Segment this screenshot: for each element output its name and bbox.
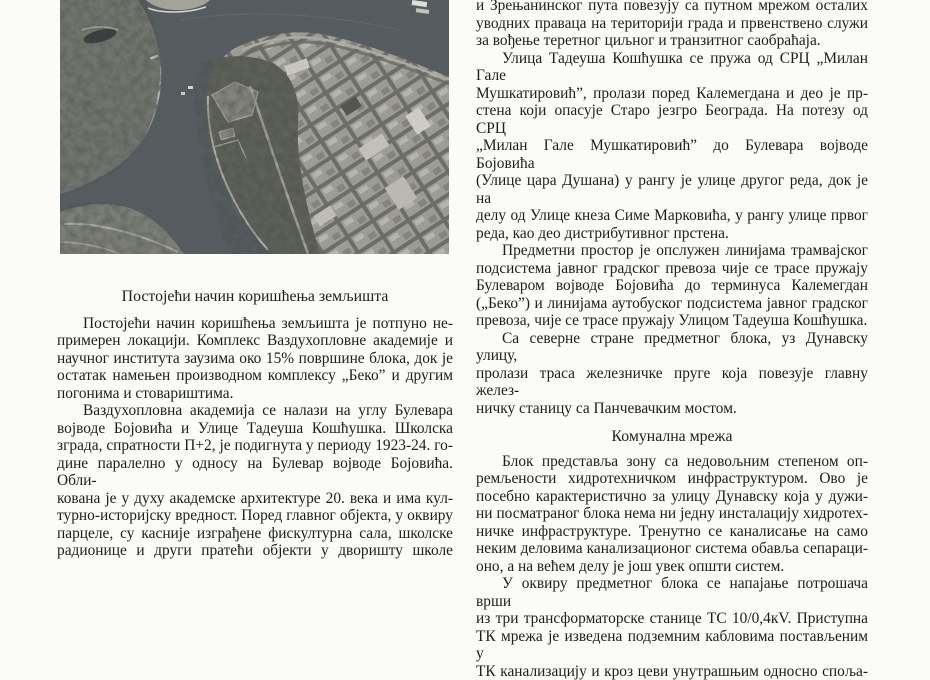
text-line: реда, као део дистрибутивног прстена. <box>476 225 868 243</box>
paragraph <box>57 315 453 403</box>
paragraph <box>476 453 868 576</box>
paragraph <box>476 0 868 50</box>
text-line: остатак намењен производном комплексу „Беко” и другим <box>57 367 453 385</box>
text-line: Булеваром војводе Бојовића до терминуса Калемегдан <box>476 277 868 295</box>
left-column <box>57 288 453 560</box>
text-line: стена који опасује Старо језгро Београда. На потезу од СРЦ <box>476 102 868 137</box>
text-line: Са северне стране предметног блока, уз Дунавску улицу, <box>476 330 868 365</box>
text-line: „Милан Гале Мушкатировић” до Булевара војводе Бојовића <box>476 137 868 172</box>
grain-light <box>60 0 449 254</box>
text-line: уводних праваца на територији града и првенствено служи <box>476 15 868 33</box>
text-line: дине паралелно у односу на Булевар војводе Бојовића. Обли- <box>57 455 453 490</box>
text-line: Постојећи начин коришћења земљишта је потпуно не- <box>57 315 453 333</box>
text-line: У оквиру предметног блока се напајање потрошача врши <box>476 575 868 610</box>
left-paragraphs <box>57 315 453 560</box>
text-line: ТК мрежа је изведена подземним кабловима постављеним у <box>476 628 868 663</box>
text-line: турно-историјску вредност. Поред главног објекта, у оквиру <box>57 507 453 525</box>
text-line: Блок представља зону са недовољним степеном оп- <box>476 453 868 471</box>
text-line: ТК канализацију и кроз цеви унутрашњим односно споља- <box>476 663 868 680</box>
text-line: за вођење теретног циљног и транзитног саобраћаја. <box>476 32 868 50</box>
text-line: (Улице цара Душана) у рангу је улице другог реда, док је на <box>476 172 868 207</box>
text-line: ни посматраног блока нема ни једну инсталацију хидротех- <box>476 505 868 523</box>
right-paragraphs-before <box>476 0 868 417</box>
text-line: подсистема јавног градског превоза чије се трасе пружају <box>476 260 868 278</box>
text-line: радионице и други пратећи објекти у дворишту школе <box>57 542 453 560</box>
paragraph <box>476 242 868 330</box>
left-section-heading: Постојећи начин коришћења земљишта <box>57 288 453 306</box>
text-line: парцеле, су касније изграђене фискултурна сала, школске <box>57 525 453 543</box>
right-column <box>476 0 868 680</box>
text-line: посебно карактеристично за улицу Дунавску која у дужи- <box>476 488 868 506</box>
paragraph <box>476 575 868 680</box>
aerial-photo <box>60 0 449 254</box>
text-line: делу од Улице кнеза Симе Марковића, у рангу улице првог <box>476 207 868 225</box>
text-line: примерен локацији. Комплекс Ваздухопловне академије и <box>57 332 453 350</box>
text-line: научног института заузима око 15% површине блока, док је <box>57 350 453 368</box>
text-line: Ваздухопловна академија се налази на углу Булевара <box>57 402 453 420</box>
text-line: ничке инфраструктуре. Тренутно се каналисање на само <box>476 523 868 541</box>
paragraph <box>57 402 453 560</box>
text-line: ремљености хидротехничком инфраструктуром. Ово је <box>476 470 868 488</box>
text-line: кована је у духу академске архитектуре 20. века и има кул- <box>57 490 453 508</box>
text-line: пролази траса железничке пруге која повезује главну желез- <box>476 365 868 400</box>
text-line: Мушкатировић”, пролази поред Калемегдана и део је пр- <box>476 85 868 103</box>
text-line: оно, а на већем делу је још увек општи систем. <box>476 558 868 576</box>
text-line: Предметни простор је опслужен линијама трамвајског <box>476 242 868 260</box>
text-line: ничку станицу са Панчевачким мостом. <box>476 400 868 418</box>
text-line: војводе Бојовића и Улице Тадеуша Кошћушка. Школска <box>57 420 453 438</box>
aerial-photo-svg <box>60 0 449 254</box>
paragraph <box>476 330 868 418</box>
text-line: и Зрењанинског пута повезују са путном мрежом осталих <box>476 0 868 15</box>
text-line: из три трансформаторске станице ТС 10/0,4кV. Приступна <box>476 610 868 628</box>
text-line: погонима и стовариштима. <box>57 385 453 403</box>
text-line: („Беко”) и линијама аутобуског подсистема јавног градског <box>476 295 868 313</box>
right-paragraphs-after <box>476 453 868 680</box>
text-line: неким деловима канализационог система обавља сепараци- <box>476 540 868 558</box>
paragraph <box>476 50 868 243</box>
text-line: зграда, спратности П+2, је подигнута у периоду 1923-24. го- <box>57 437 453 455</box>
text-line: превоза, чије се трасе пружају Улицом Тадеуша Кошћушка. <box>476 312 868 330</box>
right-section-heading: Комунална мрежа <box>476 428 868 446</box>
text-line: Улица Тадеуша Кошћушка се пружа од СРЦ „Милан Гале <box>476 50 868 85</box>
